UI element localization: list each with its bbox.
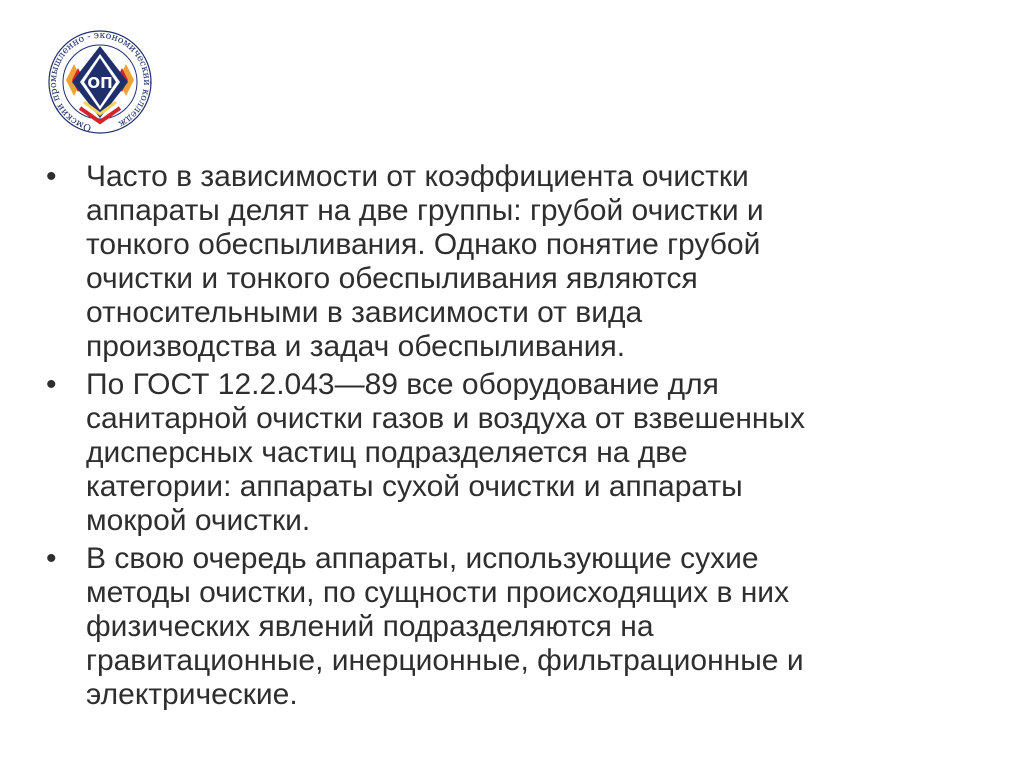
bullet-line: очистки и тонкого обеспыливания являются [86, 262, 698, 295]
bullet-line: гравитационные, инерционные, фильтрационные и [86, 644, 804, 677]
bullet-line: По ГОСТ 12.2.043—89 все оборудование для [86, 368, 719, 401]
bullet-line: В свою очередь аппараты, использующие сухие [86, 542, 759, 575]
bullet-line: тонкого обеспыливания. Однако понятие грубой [86, 228, 761, 261]
slide-body [44, 160, 974, 716]
college-logo [44, 22, 156, 140]
bullet-dot: • [46, 542, 57, 575]
bullet-line: категории: аппараты сухой очистки и аппараты [86, 470, 743, 503]
bullet-line: физических явлений подразделяются на [86, 610, 654, 643]
college-emblem-icon [44, 22, 156, 140]
bullet-line: методы очистки, по сущности происходящих в них [86, 576, 790, 609]
bullet-list [44, 160, 974, 712]
bullet-item [44, 368, 974, 538]
bullet-line: Часто в зависимости от коэффициента очистки [86, 160, 749, 193]
bullet-line: производства и задач обеспыливания. [86, 330, 626, 363]
bullet-dot: • [46, 160, 57, 193]
bullet-line: аппараты делят на две группы: грубой очистки и [86, 194, 764, 227]
bullet-item [44, 542, 974, 712]
bullet-line: относительными в зависимости от вида [86, 296, 643, 329]
logo-ring-text: Омский промышленно - экономический колледж [47, 29, 153, 134]
bullet-item [44, 160, 974, 364]
bullet-line: мокрой очистки. [86, 504, 311, 537]
logo-monogram: ОП [87, 74, 113, 92]
bullet-line: электрические. [86, 678, 298, 711]
bullet-line: дисперсных частиц подразделяется на две [86, 436, 688, 469]
bullet-dot: • [46, 368, 57, 401]
bullet-line: санитарной очистки газов и воздуха от взвешенных [86, 402, 806, 435]
